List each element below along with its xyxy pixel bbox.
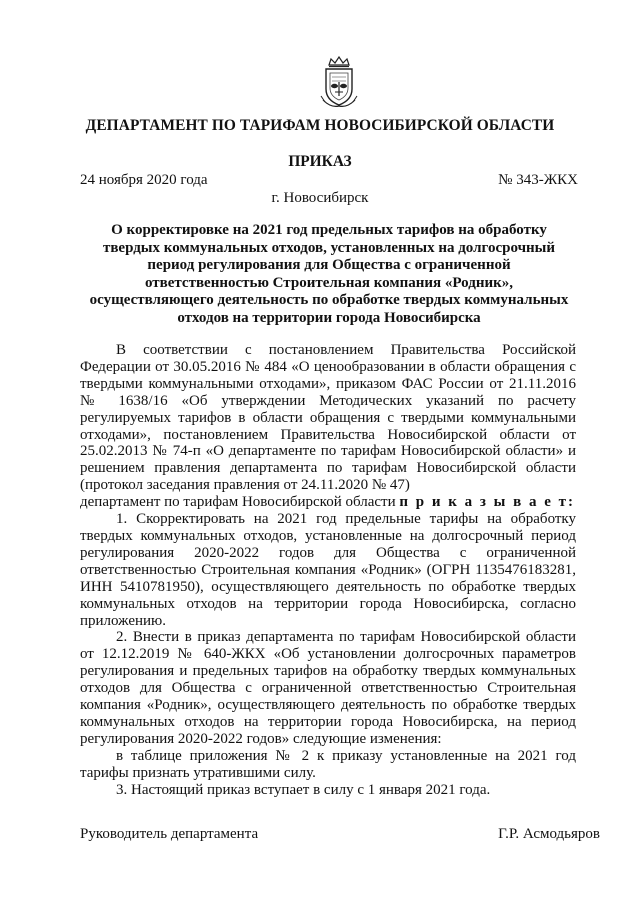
order-date: 24 ноября 2020 года [80, 172, 208, 188]
order-city: г. Новосибирск [271, 190, 369, 206]
novosibirsk-coat-of-arms-icon [317, 56, 361, 110]
orders-line [80, 494, 576, 511]
preamble-paragraph: В соответствии с постановлением Правительства Российской Федерации от 30.05.2016 № 484 «О ценообразовании в области обращения с твердыми коммунальными отходами», приказом ФАС России от 21.11.2016 № 1638/16 «Об утверждении Методических указаний по расчету регулируемых тарифов в области обращения с твердыми коммунальными отходами», постановлением Правительства Новосибирской области от 25.02.2013 № 74-п «О департаменте по тарифам Новосибирской области» и решением правления департамента по тарифам Новосибирской области (протокол заседания правления от 24.11.2020 № 47) [80, 342, 576, 494]
orders-word: п р и к а з ы в а е т: [399, 494, 575, 511]
order-number: № 343-ЖКХ [498, 172, 578, 188]
orders-lead: департамент по тарифам Новосибирской области [80, 494, 396, 511]
document-type: ПРИКАЗ [288, 153, 352, 170]
order-subject: О корректировке на 2021 год предельных тарифов на обработку твердых коммунальных отходов, установленных на долгосрочный период регулирования для Общества с ограниченной ответственностью Строительная компания «Родник», осуществляющего деятельность по обработке твердых коммунальных отходов на территории города Новосибирска [89, 222, 569, 326]
item-2-sub-paragraph: в таблице приложения № 2 к приказу установленные на 2021 год тарифы признать утратившими силу. [80, 747, 576, 781]
item-2-paragraph: 2. Внести в приказ департамента по тарифам Новосибирской области от 12.12.2019 № 640-ЖКХ «Об установлении долгосрочных параметров регулирования и предельных тарифов на обработку твердых коммунальных отходов для Общества с ограниченной ответственностью Строительная компания «Родник», осуществляющего деятельность по обработке твердых коммунальных отходов на территории города Новосибирска, на период регулирования 2020-2022 годов» следующие изменения: [80, 629, 576, 747]
department-title: ДЕПАРТАМЕНТ ПО ТАРИФАМ НОВОСИБИРСКОЙ ОБЛАСТИ [85, 117, 555, 134]
order-body [80, 342, 576, 798]
item-1-paragraph: 1. Скорректировать на 2021 год предельные тарифы на обработку твердых коммунальных отходов, установленные на долгосрочный период регулирования 2020-2022 годов для Общества с ограниченной ответственностью Строительная компания «Родник» (ОГРН 1135476183281, ИНН 5410781950), осуществляющего деятельность по обработке твердых коммунальных отходов на территории города Новосибирска, согласно приложению. [80, 511, 576, 629]
signer-position: Руководитель департамента [80, 826, 259, 842]
item-3-paragraph: 3. Настоящий приказ вступает в силу с 1 января 2021 года. [116, 781, 491, 798]
signer-name: Г.Р. Асмодьяров [498, 826, 600, 842]
